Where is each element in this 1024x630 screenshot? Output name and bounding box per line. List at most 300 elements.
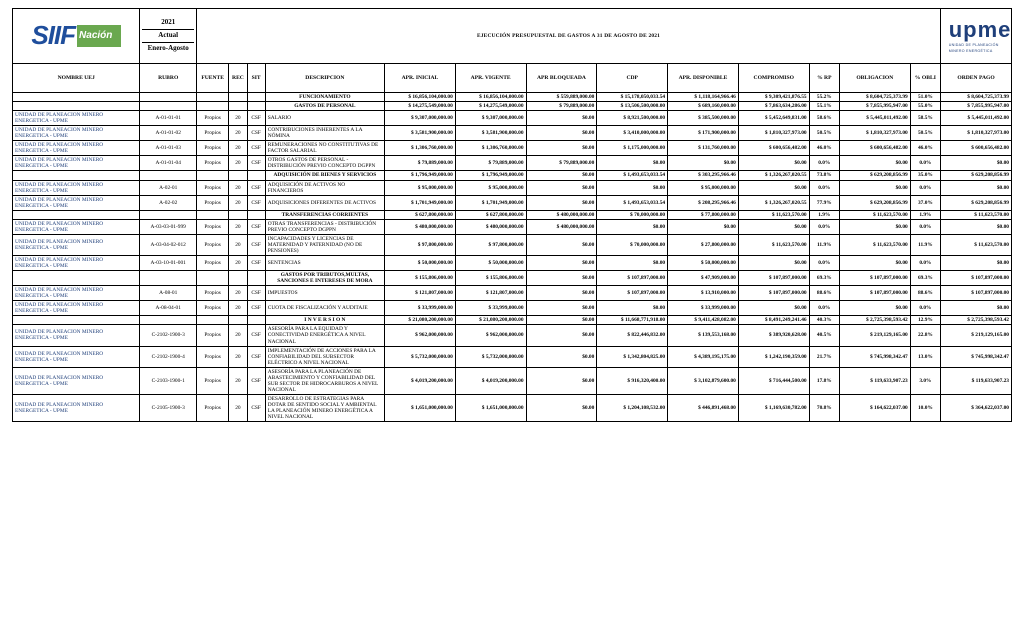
cell-pct-obli: 12.9% <box>910 316 940 325</box>
cell-apr-bloqueada: $ 79,889,000.00 <box>526 102 597 111</box>
cell-pct-obli: 10.0% <box>910 394 940 421</box>
cell-cdp: $ 15,178,050,033.54 <box>597 93 668 102</box>
cell-apr-vigente: $ 962,000,000.00 <box>455 325 526 346</box>
cell-cdp: $0.00 <box>597 180 668 195</box>
cell-fuente: Propios <box>197 234 229 255</box>
cell-uej: UNIDAD DE PLANEACION MINERO ENERGETICA - UPME <box>13 367 140 394</box>
cell-fuente: Propios <box>197 394 229 421</box>
cell-apr-disponible: $ 303,295,966.46 <box>668 171 739 180</box>
cell-uej: UNIDAD DE PLANEACION MINERO ENERGETICA - UPME <box>13 219 140 234</box>
cell-rubro <box>140 271 197 286</box>
cell-sit <box>247 93 265 102</box>
cell-apr-vigente: $ 16,856,104,000.00 <box>455 93 526 102</box>
cell-compromiso: $ 107,897,000.00 <box>738 286 809 301</box>
cell-apr-inicial: $ 3,581,900,000.00 <box>385 126 456 141</box>
cell-compromiso: $ 7,863,634,286.00 <box>738 102 809 111</box>
cell-pct-obli: 0.0% <box>910 180 940 195</box>
cell-apr-bloqueada: $0.00 <box>526 255 597 270</box>
col-sit: SIT <box>247 64 265 93</box>
cell-fuente: Propios <box>197 141 229 156</box>
cell-orden-pago: $0.00 <box>941 219 1012 234</box>
cell-apr-vigente: $ 3,581,900,000.00 <box>455 126 526 141</box>
cell-sit: CSF <box>247 255 265 270</box>
cell-apr-disponible: $ 77,800,000.00 <box>668 210 739 219</box>
cell-apr-vigente: $ 121,807,000.00 <box>455 286 526 301</box>
upme-logo-word: upme <box>948 16 1012 42</box>
cell-fuente: Propios <box>197 219 229 234</box>
cell-apr-inicial: $ 33,999,000.00 <box>385 301 456 316</box>
cell-rec: 20 <box>229 126 247 141</box>
cell-pct-obli: 11.9% <box>910 234 940 255</box>
budget-execution-table <box>12 8 1012 422</box>
col-nombre-uej: NOMBRE UEJ <box>13 64 140 93</box>
cell-apr-bloqueada: $0.00 <box>526 316 597 325</box>
cell-rubro: C-2103-1900-1 <box>140 367 197 394</box>
upme-logo-subtitle: UNIDAD DE PLANEACIÓN MINERO ENERGÉTICA <box>948 43 999 54</box>
table-row <box>13 219 1012 234</box>
cell-orden-pago: $ 11,623,570.00 <box>941 234 1012 255</box>
cell-orden-pago: $ 11,623,570.00 <box>941 210 1012 219</box>
cell-compromiso: $ 600,656,482.00 <box>738 141 809 156</box>
cell-orden-pago: $ 2,725,398,593.42 <box>941 316 1012 325</box>
cell-apr-inicial: $ 79,889,000.00 <box>385 156 456 171</box>
cell-obligacion: $ 629,208,856.99 <box>839 171 910 180</box>
cell-descripcion: FUNCIONAMIENTO <box>265 93 384 102</box>
cell-descripcion: INCAPACIDADES Y LICENCIAS DE MATERNIDAD Y PATERNIDAD (NO DE PENSIONES) <box>265 234 384 255</box>
cell-cdp: $ 822,446,832.00 <box>597 325 668 346</box>
cell-apr-bloqueada: $0.00 <box>526 171 597 180</box>
cell-descripcion: TRANSFERENCIAS CORRIENTES <box>265 210 384 219</box>
cell-pct-rp: 50.5% <box>809 126 839 141</box>
cell-obligacion: $ 5,445,011,492.00 <box>839 111 910 126</box>
cell-pct-obli: 88.6% <box>910 286 940 301</box>
cell-cdp: $ 1,342,804,825.00 <box>597 346 668 367</box>
table-row <box>13 210 1012 219</box>
cell-fuente: Propios <box>197 156 229 171</box>
cell-pct-rp: 0.0% <box>809 301 839 316</box>
cell-descripcion: REMUNERACIONES NO CONSTITUTIVAS DE FACTOR SALARIAL <box>265 141 384 156</box>
cell-obligacion: $0.00 <box>839 156 910 171</box>
cell-descripcion: ADQUISICIÓN DE ACTIVOS NO FINANCIEROS <box>265 180 384 195</box>
cell-apr-vigente: $ 50,000,000.00 <box>455 255 526 270</box>
cell-apr-inicial: $ 50,000,000.00 <box>385 255 456 270</box>
cell-apr-bloqueada: $0.00 <box>526 394 597 421</box>
cell-apr-vigente: $ 155,806,000.00 <box>455 271 526 286</box>
cell-pct-rp: 55.1% <box>809 102 839 111</box>
cell-orden-pago: $0.00 <box>941 180 1012 195</box>
cell-compromiso: $ 11,623,570.00 <box>738 234 809 255</box>
cell-pct-rp: 70.8% <box>809 394 839 421</box>
cell-apr-bloqueada: $0.00 <box>526 367 597 394</box>
table-row <box>13 301 1012 316</box>
cell-apr-inicial: $ 1,796,949,000.00 <box>385 171 456 180</box>
cell-apr-bloqueada: $ 480,000,000.00 <box>526 219 597 234</box>
table-row <box>13 367 1012 394</box>
cell-rec: 20 <box>229 301 247 316</box>
table-row <box>13 93 1012 102</box>
cell-rec: 20 <box>229 325 247 346</box>
cell-apr-bloqueada: $0.00 <box>526 111 597 126</box>
cell-compromiso: $ 389,920,628.00 <box>738 325 809 346</box>
cell-rec: 20 <box>229 255 247 270</box>
cell-apr-disponible: $ 139,553,168.00 <box>668 325 739 346</box>
cell-compromiso: $ 1,810,327,973.00 <box>738 126 809 141</box>
cell-fuente: Propios <box>197 325 229 346</box>
cell-rec: 20 <box>229 286 247 301</box>
cell-apr-inicial: $ 1,651,000,000.00 <box>385 394 456 421</box>
cell-uej: UNIDAD DE PLANEACION MINERO ENERGETICA - UPME <box>13 346 140 367</box>
cell-apr-vigente: $ 97,800,000.00 <box>455 234 526 255</box>
cell-apr-vigente: $ 1,306,760,000.00 <box>455 141 526 156</box>
cell-sit: CSF <box>247 394 265 421</box>
cell-apr-bloqueada: $0.00 <box>526 234 597 255</box>
cell-apr-inicial: $ 97,800,000.00 <box>385 234 456 255</box>
cell-apr-bloqueada: $ 480,000,000.00 <box>526 210 597 219</box>
cell-uej: UNIDAD DE PLANEACION MINERO ENERGETICA - UPME <box>13 111 140 126</box>
cell-descripcion: IMPLEMENTACIÓN DE ACCIONES PARA LA CONFIABILIDAD DEL SUBSECTOR ELÉCTRICO A NIVEL NACIONAL <box>265 346 384 367</box>
cell-pct-rp: 40.5% <box>809 325 839 346</box>
cell-apr-disponible: $ 13,910,000.00 <box>668 286 739 301</box>
cell-cdp: $0.00 <box>597 156 668 171</box>
cell-apr-bloqueada: $ 559,889,000.00 <box>526 93 597 102</box>
report-page <box>0 8 1024 630</box>
cell-pct-obli: 46.0% <box>910 141 940 156</box>
cell-fuente: Propios <box>197 286 229 301</box>
col-orden-pago: ORDEN PAGO <box>941 64 1012 93</box>
cell-pct-rp: 46.0% <box>809 141 839 156</box>
cell-rubro: A-02-01 <box>140 180 197 195</box>
cell-uej <box>13 271 140 286</box>
cell-apr-bloqueada: $0.00 <box>526 195 597 210</box>
cell-rec: 20 <box>229 394 247 421</box>
cell-apr-vigente: $ 1,701,949,000.00 <box>455 195 526 210</box>
table-body <box>13 93 1012 422</box>
cell-obligacion: $ 745,998,342.47 <box>839 346 910 367</box>
column-header-row <box>13 64 1012 93</box>
cell-apr-vigente: $ 21,080,200,000.00 <box>455 316 526 325</box>
cell-pct-obli: 3.0% <box>910 367 940 394</box>
upme-logo <box>941 9 1012 64</box>
cell-descripcion: I N V E R S I O N <box>265 316 384 325</box>
cell-apr-vigente: $ 627,800,000.00 <box>455 210 526 219</box>
cell-fuente <box>197 102 229 111</box>
cell-rubro: A-01-01-03 <box>140 141 197 156</box>
table-row <box>13 271 1012 286</box>
table-row <box>13 316 1012 325</box>
siif-logo-badge <box>77 25 121 47</box>
cell-pct-obli: 0.0% <box>910 301 940 316</box>
cell-sit <box>247 316 265 325</box>
cell-pct-rp: 0.0% <box>809 180 839 195</box>
cell-sit: CSF <box>247 367 265 394</box>
cell-pct-obli: 35.0% <box>910 171 940 180</box>
table-row <box>13 126 1012 141</box>
cell-compromiso: $0.00 <box>738 156 809 171</box>
cell-sit: CSF <box>247 346 265 367</box>
cell-rubro <box>140 171 197 180</box>
cell-pct-obli: 0.0% <box>910 156 940 171</box>
cell-compromiso: $ 1,169,630,782.00 <box>738 394 809 421</box>
cell-obligacion: $ 7,855,995,947.00 <box>839 102 910 111</box>
cell-cdp: $ 916,320,400.00 <box>597 367 668 394</box>
cell-orden-pago: $0.00 <box>941 255 1012 270</box>
cell-obligacion: $0.00 <box>839 255 910 270</box>
cell-apr-inicial: $ 21,080,200,000.00 <box>385 316 456 325</box>
cell-apr-vigente: $ 480,000,000.00 <box>455 219 526 234</box>
cell-obligacion: $ 107,897,000.00 <box>839 271 910 286</box>
cell-compromiso: $0.00 <box>738 301 809 316</box>
cell-cdp: $ 13,506,500,000.00 <box>597 102 668 111</box>
cell-apr-bloqueada: $0.00 <box>526 180 597 195</box>
cell-rec: 20 <box>229 195 247 210</box>
cell-sit: CSF <box>247 195 265 210</box>
cell-uej <box>13 210 140 219</box>
cell-rec: 20 <box>229 141 247 156</box>
cell-compromiso: $ 1,326,267,020.55 <box>738 171 809 180</box>
cell-rubro: A-02-02 <box>140 195 197 210</box>
cell-apr-vigente: $ 79,889,000.00 <box>455 156 526 171</box>
cell-rubro: A-03-10-01-001 <box>140 255 197 270</box>
cell-rec <box>229 93 247 102</box>
cell-apr-disponible: $ 4,389,195,175.00 <box>668 346 739 367</box>
cell-descripcion: ASESORÍA PARA LA EQUIDAD Y CONECTIVIDAD ENERGÉTICA A NIVEL NACIONAL <box>265 325 384 346</box>
cell-obligacion: $ 600,656,482.00 <box>839 141 910 156</box>
cell-obligacion: $ 629,208,856.99 <box>839 195 910 210</box>
cell-descripcion: OTROS GASTOS DE PERSONAL - DISTRIBUCIÓN PREVIO CONCEPTO DGPPN <box>265 156 384 171</box>
cell-cdp: $0.00 <box>597 301 668 316</box>
cell-pct-rp: 0.0% <box>809 255 839 270</box>
cell-fuente <box>197 271 229 286</box>
cell-uej: UNIDAD DE PLANEACION MINERO ENERGETICA - UPME <box>13 141 140 156</box>
cell-apr-disponible: $ 33,999,000.00 <box>668 301 739 316</box>
cell-apr-vigente: $ 1,651,000,000.00 <box>455 394 526 421</box>
cell-obligacion: $ 2,725,398,593.42 <box>839 316 910 325</box>
cell-rec: 20 <box>229 156 247 171</box>
cell-pct-rp: 77.9% <box>809 195 839 210</box>
cell-orden-pago: $ 600,656,482.00 <box>941 141 1012 156</box>
cell-apr-disponible: $ 47,909,000.00 <box>668 271 739 286</box>
cell-cdp: $0.00 <box>597 219 668 234</box>
cell-pct-obli: 0.0% <box>910 219 940 234</box>
cell-apr-vigente: $ 33,999,000.00 <box>455 301 526 316</box>
cell-apr-inicial: $ 121,807,000.00 <box>385 286 456 301</box>
cell-cdp: $ 70,000,000.00 <box>597 234 668 255</box>
cell-orden-pago: $0.00 <box>941 156 1012 171</box>
siif-logo-badge-text: Nación <box>79 30 113 41</box>
cell-apr-vigente: $ 95,000,000.00 <box>455 180 526 195</box>
page-title: EJECUCIÓN PRESUPUESTAL DE GASTOS A 31 DE AGOSTO DE 2021 <box>197 9 941 64</box>
cell-apr-disponible: $ 385,500,000.00 <box>668 111 739 126</box>
cell-pct-rp: 40.3% <box>809 316 839 325</box>
cell-compromiso: $0.00 <box>738 180 809 195</box>
table-row <box>13 141 1012 156</box>
cell-fuente: Propios <box>197 126 229 141</box>
cell-obligacion: $ 119,633,907.23 <box>839 367 910 394</box>
cell-obligacion: $ 219,129,165.00 <box>839 325 910 346</box>
cell-orden-pago: $ 107,897,000.00 <box>941 271 1012 286</box>
cell-sit: CSF <box>247 219 265 234</box>
cell-fuente: Propios <box>197 255 229 270</box>
cell-rec: 20 <box>229 234 247 255</box>
cell-apr-disponible: $ 131,760,000.00 <box>668 141 739 156</box>
cell-rubro: A-01-01-04 <box>140 156 197 171</box>
cell-obligacion: $0.00 <box>839 219 910 234</box>
cell-fuente: Propios <box>197 367 229 394</box>
cell-sit: CSF <box>247 180 265 195</box>
cell-obligacion: $ 164,622,037.00 <box>839 394 910 421</box>
period-block <box>140 9 197 64</box>
cell-pct-rp: 73.8% <box>809 171 839 180</box>
cell-orden-pago: $ 629,208,856.99 <box>941 171 1012 180</box>
cell-cdp: $ 3,410,000,000.00 <box>597 126 668 141</box>
cell-descripcion: GASTOS POR TRIBUTOS,MULTAS, SANCIONES E INTERESES DE MORA <box>265 271 384 286</box>
cell-sit: CSF <box>247 325 265 346</box>
cell-rubro: A-01-01-01 <box>140 111 197 126</box>
cell-apr-inicial: $ 9,307,000,000.00 <box>385 111 456 126</box>
cell-pct-rp: 58.6% <box>809 111 839 126</box>
cell-rec <box>229 210 247 219</box>
cell-apr-bloqueada: $ 79,889,000.00 <box>526 156 597 171</box>
cell-pct-obli: 22.8% <box>910 325 940 346</box>
cell-apr-inicial: $ 155,806,000.00 <box>385 271 456 286</box>
cell-apr-bloqueada: $0.00 <box>526 271 597 286</box>
table-row <box>13 325 1012 346</box>
cell-rec: 20 <box>229 111 247 126</box>
cell-obligacion: $ 1,810,327,973.00 <box>839 126 910 141</box>
cell-pct-rp: 55.2% <box>809 93 839 102</box>
cell-uej: UNIDAD DE PLANEACION MINERO ENERGETICA - UPME <box>13 325 140 346</box>
table-row <box>13 346 1012 367</box>
cell-descripcion: DESARROLLO DE ESTRATEGIAS PARA DOTAR DE SENTIDO SOCIAL Y AMBIENTAL LA PLANEACIÓN MINERO ENERGÉTICA A NIVEL NACIONAL <box>265 394 384 421</box>
cell-cdp: $ 11,668,771,918.00 <box>597 316 668 325</box>
cell-cdp: $ 1,204,108,532.00 <box>597 394 668 421</box>
cell-compromiso: $ 9,309,421,876.55 <box>738 93 809 102</box>
col-descripcion: DESCRIPCION <box>265 64 384 93</box>
cell-orden-pago: $ 8,604,725,373.99 <box>941 93 1012 102</box>
table-row <box>13 156 1012 171</box>
cell-pct-obli: 1.9% <box>910 210 940 219</box>
cell-sit <box>247 171 265 180</box>
period-range: Enero-Agosto <box>147 43 189 52</box>
cell-orden-pago: $ 364,622,037.00 <box>941 394 1012 421</box>
cell-apr-disponible: $0.00 <box>668 219 739 234</box>
table-row <box>13 180 1012 195</box>
cell-apr-disponible: $ 446,891,468.00 <box>668 394 739 421</box>
cell-rubro: A-08-04-01 <box>140 301 197 316</box>
cell-orden-pago: $ 119,633,907.23 <box>941 367 1012 394</box>
cell-apr-inicial: $ 480,000,000.00 <box>385 219 456 234</box>
cell-orden-pago: $ 7,855,995,947.00 <box>941 102 1012 111</box>
cell-sit: CSF <box>247 301 265 316</box>
cell-rec: 20 <box>229 346 247 367</box>
col-rubro: RUBRO <box>140 64 197 93</box>
cell-apr-disponible: $ 3,102,879,600.00 <box>668 367 739 394</box>
cell-uej: UNIDAD DE PLANEACION MINERO ENERGETICA - UPME <box>13 255 140 270</box>
cell-rubro <box>140 210 197 219</box>
cell-compromiso: $ 11,623,570.00 <box>738 210 809 219</box>
cell-uej: UNIDAD DE PLANEACION MINERO ENERGETICA - UPME <box>13 394 140 421</box>
col-compromiso: COMPROMISO <box>738 64 809 93</box>
cell-cdp: $0.00 <box>597 255 668 270</box>
cell-compromiso: $0.00 <box>738 255 809 270</box>
siif-logo-text: SIIF <box>31 20 76 51</box>
cell-pct-rp: 21.7% <box>809 346 839 367</box>
cell-fuente: Propios <box>197 301 229 316</box>
cell-cdp: $ 1,493,653,033.54 <box>597 195 668 210</box>
cell-rubro: C-2102-1900-3 <box>140 325 197 346</box>
cell-uej: UNIDAD DE PLANEACION MINERO ENERGETICA - UPME <box>13 195 140 210</box>
cell-obligacion: $0.00 <box>839 301 910 316</box>
cell-obligacion: $ 11,623,570.00 <box>839 234 910 255</box>
cell-orden-pago: $ 5,445,011,492.00 <box>941 111 1012 126</box>
cell-orden-pago: $ 219,129,165.00 <box>941 325 1012 346</box>
cell-rubro: C-2105-1900-3 <box>140 394 197 421</box>
cell-pct-rp: 17.8% <box>809 367 839 394</box>
table-row <box>13 171 1012 180</box>
cell-compromiso: $ 1,242,190,359.00 <box>738 346 809 367</box>
cell-pct-obli: 51.0% <box>910 93 940 102</box>
cell-orden-pago: $ 1,810,327,973.00 <box>941 126 1012 141</box>
cell-descripcion: IMPUESTOS <box>265 286 384 301</box>
cell-apr-disponible: $ 9,411,428,082.00 <box>668 316 739 325</box>
cell-apr-inicial: $ 14,275,549,000.00 <box>385 102 456 111</box>
cell-pct-obli: 55.0% <box>910 102 940 111</box>
cell-rec <box>229 271 247 286</box>
table-row <box>13 286 1012 301</box>
cell-rec: 20 <box>229 367 247 394</box>
upme-logo-mark <box>941 23 943 49</box>
cell-fuente: Propios <box>197 111 229 126</box>
cell-sit: CSF <box>247 286 265 301</box>
cell-uej: UNIDAD DE PLANEACION MINERO ENERGETICA - UPME <box>13 156 140 171</box>
cell-pct-rp: 69.3% <box>809 271 839 286</box>
cell-descripcion: CUOTA DE FISCALIZACIÓN Y AUDITAJE <box>265 301 384 316</box>
col-pct-obli: % OBLI <box>910 64 940 93</box>
cell-compromiso: $0.00 <box>738 219 809 234</box>
table-row <box>13 394 1012 421</box>
cell-rec <box>229 102 247 111</box>
cell-pct-obli: 58.5% <box>910 111 940 126</box>
cell-rec: 20 <box>229 180 247 195</box>
cell-rubro <box>140 102 197 111</box>
col-pct-rp: % RP <box>809 64 839 93</box>
cell-apr-inicial: $ 627,800,000.00 <box>385 210 456 219</box>
cell-cdp: $ 107,897,000.00 <box>597 271 668 286</box>
cell-uej <box>13 171 140 180</box>
cell-apr-inicial: $ 4,019,200,000.00 <box>385 367 456 394</box>
cell-compromiso: $ 8,491,249,241.46 <box>738 316 809 325</box>
cell-rubro: C-2102-1900-4 <box>140 346 197 367</box>
cell-descripcion: ADQUISICIONES DIFERENTES DE ACTIVOS <box>265 195 384 210</box>
cell-cdp: $ 8,921,500,000.00 <box>597 111 668 126</box>
cell-apr-bloqueada: $0.00 <box>526 126 597 141</box>
siif-logo <box>13 9 140 64</box>
cell-apr-bloqueada: $0.00 <box>526 346 597 367</box>
cell-apr-inicial: $ 962,000,000.00 <box>385 325 456 346</box>
cell-uej <box>13 316 140 325</box>
col-apr-disponible: APR. DISPONIBLE <box>668 64 739 93</box>
cell-apr-bloqueada: $0.00 <box>526 301 597 316</box>
cell-descripcion: SENTENCIAS <box>265 255 384 270</box>
cell-apr-inicial: $ 1,701,949,000.00 <box>385 195 456 210</box>
cell-apr-disponible: $ 689,160,000.00 <box>668 102 739 111</box>
cell-cdp: $ 70,000,000.00 <box>597 210 668 219</box>
cell-compromiso: $ 1,326,267,020.55 <box>738 195 809 210</box>
cell-rubro: A-03-04-02-012 <box>140 234 197 255</box>
cell-fuente <box>197 93 229 102</box>
period-year: 2021 <box>142 17 194 30</box>
period-state: Actual <box>142 30 194 43</box>
